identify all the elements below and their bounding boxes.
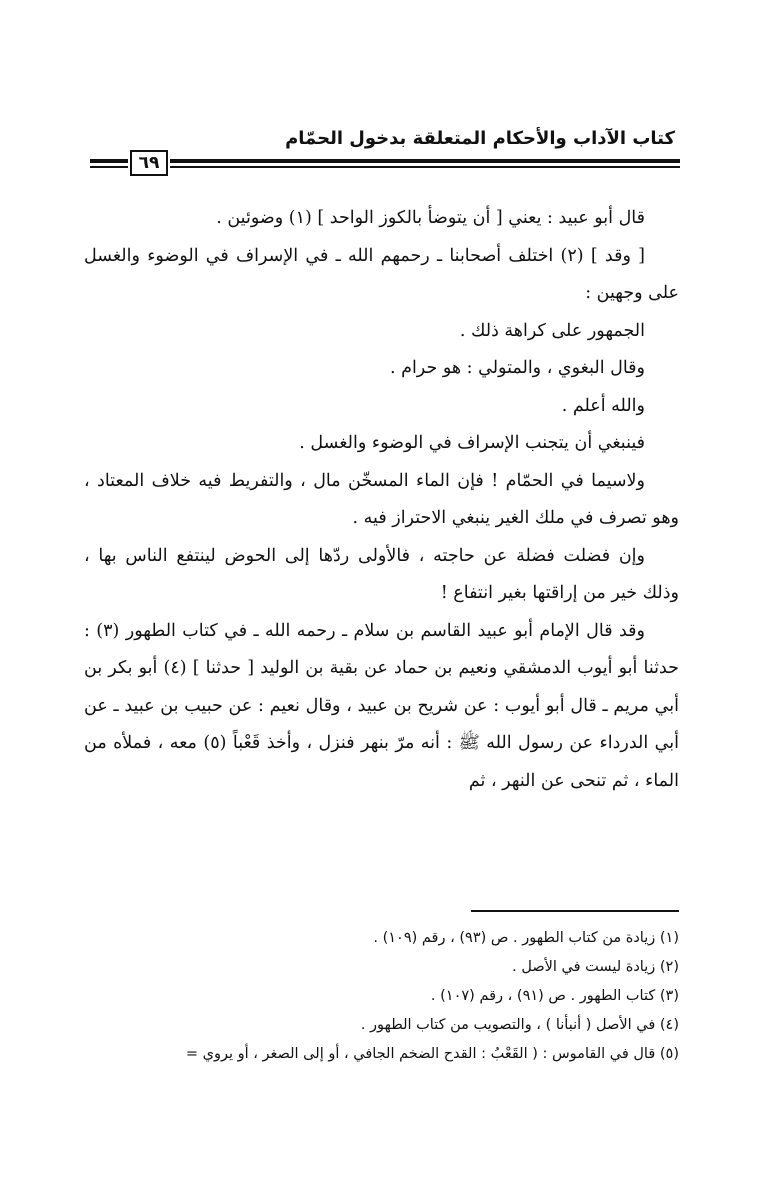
- page-number: ٦٩: [130, 150, 168, 176]
- paragraph: [ وقد ] (٢) اختلف أصحابنا ـ رحمهم الله ـ في الإسراف في الوضوء والغسل على وجهين :: [84, 245, 679, 303]
- paragraph: وإن فضلت فضلة عن حاجته ، فالأولى ردّها إلى الحوض لينتفع الناس بها ، وذلك خير من إراقتها بغير انتفاع !: [84, 545, 679, 603]
- running-title: كتاب الآداب والأحكام المتعلقة بدخول الحمّام: [285, 128, 675, 149]
- footnote: (١) زيادة من كتاب الطهور . ص (٩٣) ، رقم (١٠٩) .: [373, 930, 679, 946]
- rule-line-left-thick: [90, 159, 128, 163]
- footnote-separator: [471, 910, 679, 912]
- footnotes: [84, 924, 679, 1069]
- paragraph: الجمهور على كراهة ذلك .: [459, 320, 645, 341]
- paragraph: ولاسيما في الحمّام ! فإن الماء المسخّن مال ، والتفريط فيه خلاف المعتاد ، وهو تصرف في ملك الغير ينبغي الاحتراز فيه .: [84, 470, 679, 528]
- paragraph: وقد قال الإمام أبو عبيد القاسم بن سلام ـ رحمه الله ـ في كتاب الطهور (٣) : حدثنا أبو أيوب الدمشقي ونعيم بن حماد عن بقية بن الوليد [ حدثنا ] (٤) أبو بكر بن أبي مريم ـ قال أبو أيوب : عن شريح بن عبيد ، وقال نعيم : عن حبيب بن عبيد ـ عن أبي الدرداء عن رسول الله ﷺ : أنه مرّ بنهر فنزل ، وأخذ قَعْباً (٥) معه ، فملأه من الماء ، ثم تنحى عن النهر ، ثم: [84, 620, 680, 791]
- rule-line-left-thin: [90, 166, 128, 168]
- footnote: (٢) زيادة ليست في الأصل .: [512, 959, 679, 975]
- paragraph: قال أبو عبيد : يعني [ أن يتوضأ بالكوز الواحد ] (١) وضوئين .: [216, 208, 645, 228]
- rule-line-right-thick: [170, 159, 680, 163]
- paragraph: وقال البغوي ، والمتولي : هو حرام .: [389, 358, 645, 378]
- main-text: [84, 200, 679, 800]
- paragraph: والله أعلم .: [561, 395, 645, 416]
- header-rule: [90, 150, 680, 180]
- footnote: (٣) كتاب الطهور . ص (٩١) ، رقم (١٠٧) .: [430, 988, 679, 1004]
- footnote: (٤) في الأصل ( أنبأنا ) ، والتصويب من كتاب الطهور .: [360, 1017, 679, 1033]
- rule-line-right-thin: [170, 166, 680, 168]
- footnote: (٥) قال في القاموس : ( القَعْبُ : القدح الضخم الجافي ، أو إلى الصغر ، أو يروي =: [185, 1046, 679, 1062]
- paragraph: فينبغي أن يتجنب الإسراف في الوضوء والغسل .: [299, 433, 645, 453]
